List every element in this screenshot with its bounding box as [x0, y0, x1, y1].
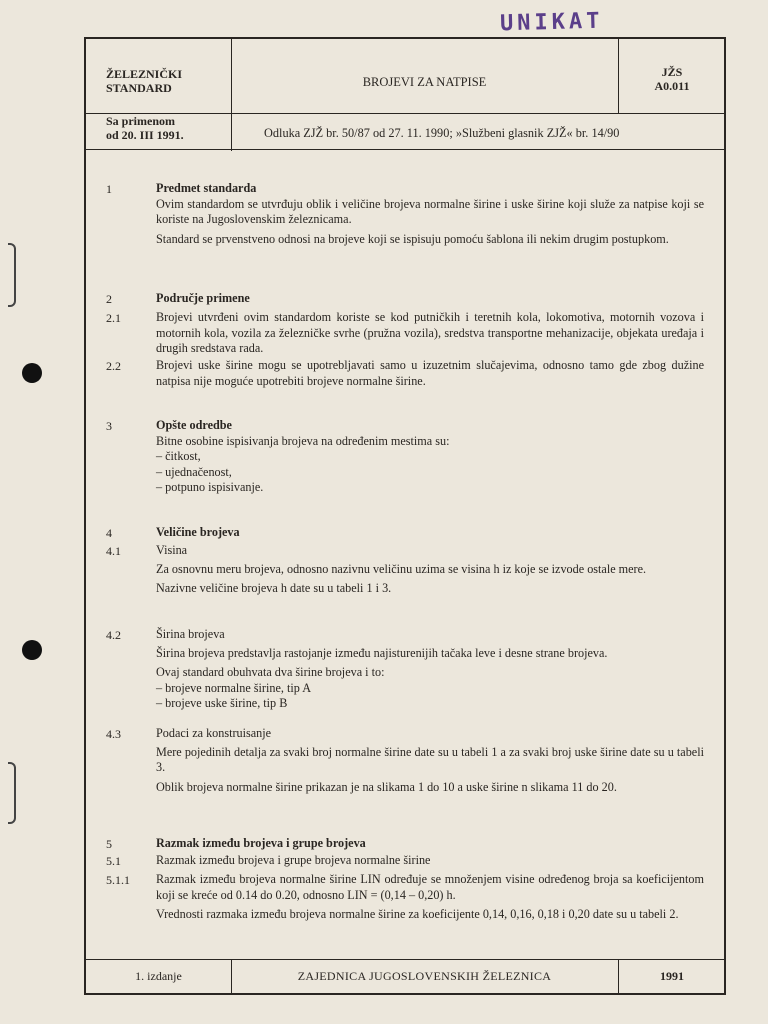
org-line-2: STANDARD [106, 81, 172, 95]
section-4-1 [156, 543, 704, 597]
footer-block [86, 959, 724, 993]
section-3-title: Opšte odredbe [156, 418, 232, 432]
section-4-1-title: Visina [156, 543, 188, 557]
list-item: – brojeve uske širine, tip B [156, 696, 288, 710]
edition-label: 1. izdanje [135, 969, 182, 983]
section-5-1-title: Razmak između brojeva i grupe brojeva normalne širine [156, 853, 431, 867]
section-1-number: 1 [106, 182, 112, 196]
section-5-1-1-number: 5.1.1 [106, 873, 130, 887]
section-4-1-number: 4.1 [106, 544, 121, 558]
section-5-1-number: 5.1 [106, 854, 121, 868]
org-name [106, 67, 182, 95]
org-line-1: ŽELEZNIČKI [106, 67, 183, 81]
section-4-3-number: 4.3 [106, 727, 121, 741]
binder-clip-bottom [8, 762, 16, 824]
section-4-1-paragraph-2: Nazivne veličine brojeva h date su u tabeli 1 i 3. [156, 581, 392, 595]
publication-year: 1991 [660, 969, 684, 983]
section-4-number: 4 [106, 526, 112, 540]
section-4-2-title: Širina brojeva [156, 627, 225, 641]
section-3-number: 3 [106, 419, 112, 433]
decision-reference: Odluka ZJŽ br. 50/87 od 27. 11. 1990; »Službeni glasnik ZJŽ« br. 14/90 [264, 126, 620, 140]
section-4-2 [156, 627, 704, 712]
section-1 [156, 181, 704, 247]
list-item: – ujednačenost, [156, 464, 232, 479]
code-line-2: A0.011 [654, 79, 690, 93]
section-5-1-1-paragraph-2: Vrednosti razmaka između brojeva normalne širine za koeficijente 0,14, 0,16, 0,18 i 0,20 date su u tabeli 2. [156, 907, 679, 921]
punch-hole-bottom [22, 640, 42, 660]
section-4-2-number: 4.2 [106, 628, 121, 642]
section-1-paragraph-1: Ovim standardom se utvrđuju oblik i veličine brojeva normalne širine i uske širine koji služe za natpise koji se koriste na Jugoslovenskim železnicama. [156, 196, 704, 226]
section-5-title: Razmak između brojeva i grupe brojeva [156, 836, 366, 850]
section-3-paragraph: Bitne osobine ispisivanja brojeva na određenim mestima su: [156, 433, 450, 448]
punch-hole-top [22, 363, 42, 383]
publisher-name: ZAJEDNICA JUGOSLOVENSKIH ŽELEZNICA [297, 969, 552, 983]
section-4-3 [156, 726, 704, 795]
section-2-1-text: Brojevi utvrđeni ovim standardom koriste se kod putničkih i teretnih kola, lokomotiva, motornih vozova i motornih kola, vozila za železničke svrhe (pružna vozila), sredstva transportne mehanizacije, objekata uređaja i drugih sredstava rada. [156, 310, 704, 355]
section-4-2-paragraph-2: Ovaj standard obuhvata dva širine brojeva i to: [156, 665, 385, 679]
section-2-title: Područje primene [156, 291, 250, 305]
document-frame [84, 37, 726, 995]
standard-code [618, 65, 726, 93]
binder-clip-top [8, 243, 16, 307]
section-4-title: Veličine brojeva [156, 525, 240, 539]
unikat-stamp: UNIKAT [499, 8, 604, 37]
standard-title: BROJEVI ZA NATPISE [362, 75, 487, 89]
section-2-1-number: 2.1 [106, 311, 121, 325]
section-5-number: 5 [106, 837, 112, 851]
section-1-title: Predmet standarda [156, 181, 257, 195]
list-item: – čitkost, [156, 449, 201, 463]
applied-line-1: Sa primenom [106, 114, 175, 128]
section-5-1-1 [156, 872, 704, 923]
section-4-2-paragraph-1: Širina brojeva predstavlja rastojanje između najisturenijih tačaka leve i desne strane brojeva. [156, 645, 608, 660]
applied-date [106, 114, 184, 142]
section-2-number: 2 [106, 292, 112, 306]
list-item: – brojeve normalne širine, tip A [156, 680, 312, 695]
section-4-3-paragraph-2: Oblik brojeva normalne širine prikazan je na slikama 1 do 10 a uske širine n slikama 11 do 20. [156, 779, 617, 794]
section-1-paragraph-2: Standard se prvenstveno odnosi na brojeve koji se ispisuju pomoću šablona ili nekim drugim postupkom. [156, 231, 669, 246]
section-4-3-title: Podaci za konstruisanje [156, 726, 272, 740]
section-4-1-paragraph-1: Za osnovnu meru brojeva, odnosno nazivnu veličinu uzima se visina h iz koje se izvode ostale mere. [156, 561, 647, 576]
header-block [86, 39, 724, 151]
list-item: – potpuno ispisivanje. [156, 480, 264, 494]
section-4-3-paragraph-1: Mere pojedinih detalja za svaki broj normalne širine date su u tabeli 1 a za svaki broj uske širine date su u tabeli 3. [156, 744, 704, 774]
section-2-2-number: 2.2 [106, 359, 121, 373]
section-2-2-text: Brojevi uske širine mogu se upotrebljavati samo u izuzetnim slučajevima, odnosno tamo gde zbog dužine natpisa nije moguće upotrebiti brojeve normalne širine. [156, 358, 704, 388]
section-5-1-1-paragraph-1: Razmak između brojeva normalne širine LIN određuje se množenjem visine određenog broja sa koeficijentom koji se kreće od 0.14 do 0.20, odnosno LIN = (0,14 – 0,20) h. [156, 872, 704, 902]
applied-line-2: od 20. III 1991. [106, 128, 184, 142]
section-3 [156, 418, 704, 496]
code-line-1: JŽS [661, 65, 683, 79]
